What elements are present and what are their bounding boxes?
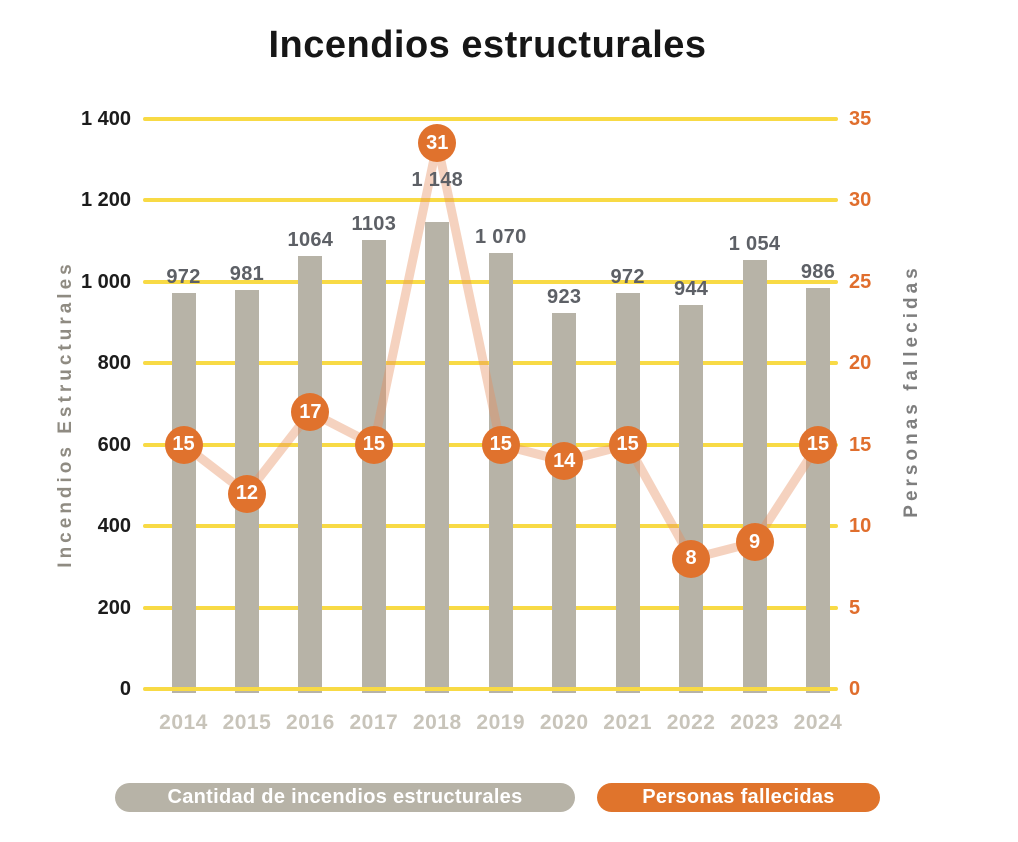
fires-bar-2021 <box>616 293 640 693</box>
gridline <box>143 117 838 121</box>
bar-value-label-2022: 944 <box>673 277 709 300</box>
x-axis-year-label-2024: 2024 <box>793 711 843 734</box>
legend-deaths-pill: Personas fallecidas <box>597 783 880 812</box>
fires-bar-2017 <box>362 240 386 693</box>
fires-bar-2023 <box>743 260 767 693</box>
deaths-marker-2014: 15 <box>165 426 203 464</box>
x-axis-year-label-2014: 2014 <box>159 711 208 734</box>
right-axis-tick-5: 5 <box>849 596 861 619</box>
right-axis-tick-35: 35 <box>849 108 872 130</box>
bar-value-label-2018: 1 148 <box>411 168 464 191</box>
bar-value-label-2015: 981 <box>229 262 265 285</box>
x-axis-year-label-2022: 2022 <box>666 711 716 734</box>
bar-value-label-2020: 923 <box>547 286 582 309</box>
deaths-marker-2019: 15 <box>482 426 520 464</box>
x-axis-year-label-2019: 2019 <box>476 711 526 734</box>
deaths-marker-2021: 15 <box>609 426 647 464</box>
bar-value-label-2017: 1103 <box>351 212 397 235</box>
deaths-marker-2022: 8 <box>672 540 710 578</box>
deaths-marker-2018: 31 <box>418 124 456 162</box>
gridline <box>143 198 838 202</box>
x-axis-year-label-2016: 2016 <box>286 711 335 734</box>
right-axis-tick-20: 20 <box>849 352 872 375</box>
left-axis-title: Incendios Estructurales <box>55 260 76 568</box>
x-axis-year-label-2017: 2017 <box>349 711 399 734</box>
bar-value-label-2019: 1 070 <box>474 226 527 249</box>
right-axis-tick-25: 25 <box>849 270 872 293</box>
deaths-marker-2016: 17 <box>291 393 329 431</box>
bar-value-label-2024: 986 <box>800 260 836 283</box>
fires-bar-2018 <box>425 222 449 693</box>
left-axis-tick-800: 800 <box>97 352 131 375</box>
bar-value-label-2023: 1 054 <box>728 232 781 255</box>
bar-value-label-2021: 972 <box>610 266 645 289</box>
right-axis-tick-30: 30 <box>849 189 872 212</box>
bar-value-label-2014: 972 <box>166 266 201 289</box>
fires-bar-2016 <box>298 256 322 693</box>
left-axis-tick-200: 200 <box>97 596 131 619</box>
bar-value-label-2016: 1064 <box>287 228 334 251</box>
right-axis-tick-15: 15 <box>849 433 872 456</box>
left-axis-tick-1400: 1 400 <box>80 108 131 130</box>
x-axis-year-label-2015: 2015 <box>222 711 272 734</box>
right-axis-title: Personas fallecidas <box>901 264 922 518</box>
x-axis-year-label-2018: 2018 <box>412 711 462 734</box>
x-axis-year-label-2023: 2023 <box>730 711 779 734</box>
gridline <box>143 687 838 691</box>
left-axis-tick-600: 600 <box>97 433 131 456</box>
fires-bar-2020 <box>552 313 576 693</box>
deaths-marker-2015: 12 <box>228 475 266 513</box>
left-axis-tick-1000: 1 000 <box>80 270 131 293</box>
deaths-marker-2024: 15 <box>799 426 837 464</box>
fires-bar-2022 <box>679 305 703 693</box>
deaths-marker-2020: 14 <box>545 442 583 480</box>
deaths-marker-2023: 9 <box>736 523 774 561</box>
page-title: Incendios estructurales <box>268 24 707 66</box>
left-axis-tick-1200: 1 200 <box>80 189 131 212</box>
x-axis-year-label-2020: 2020 <box>539 711 589 734</box>
fires-bar-2014 <box>172 293 196 693</box>
x-axis-year-label-2021: 2021 <box>603 711 652 734</box>
right-axis-tick-10: 10 <box>849 515 872 538</box>
right-axis-tick-0: 0 <box>849 678 861 700</box>
fires-bar-2019 <box>489 253 513 693</box>
left-axis-tick-0: 0 <box>119 678 131 700</box>
deaths-marker-2017: 15 <box>355 426 393 464</box>
left-axis-tick-400: 400 <box>97 515 131 538</box>
legend-structural-fires-pill: Cantidad de incendios estructurales <box>115 783 575 812</box>
fires-bar-2024 <box>806 288 830 693</box>
